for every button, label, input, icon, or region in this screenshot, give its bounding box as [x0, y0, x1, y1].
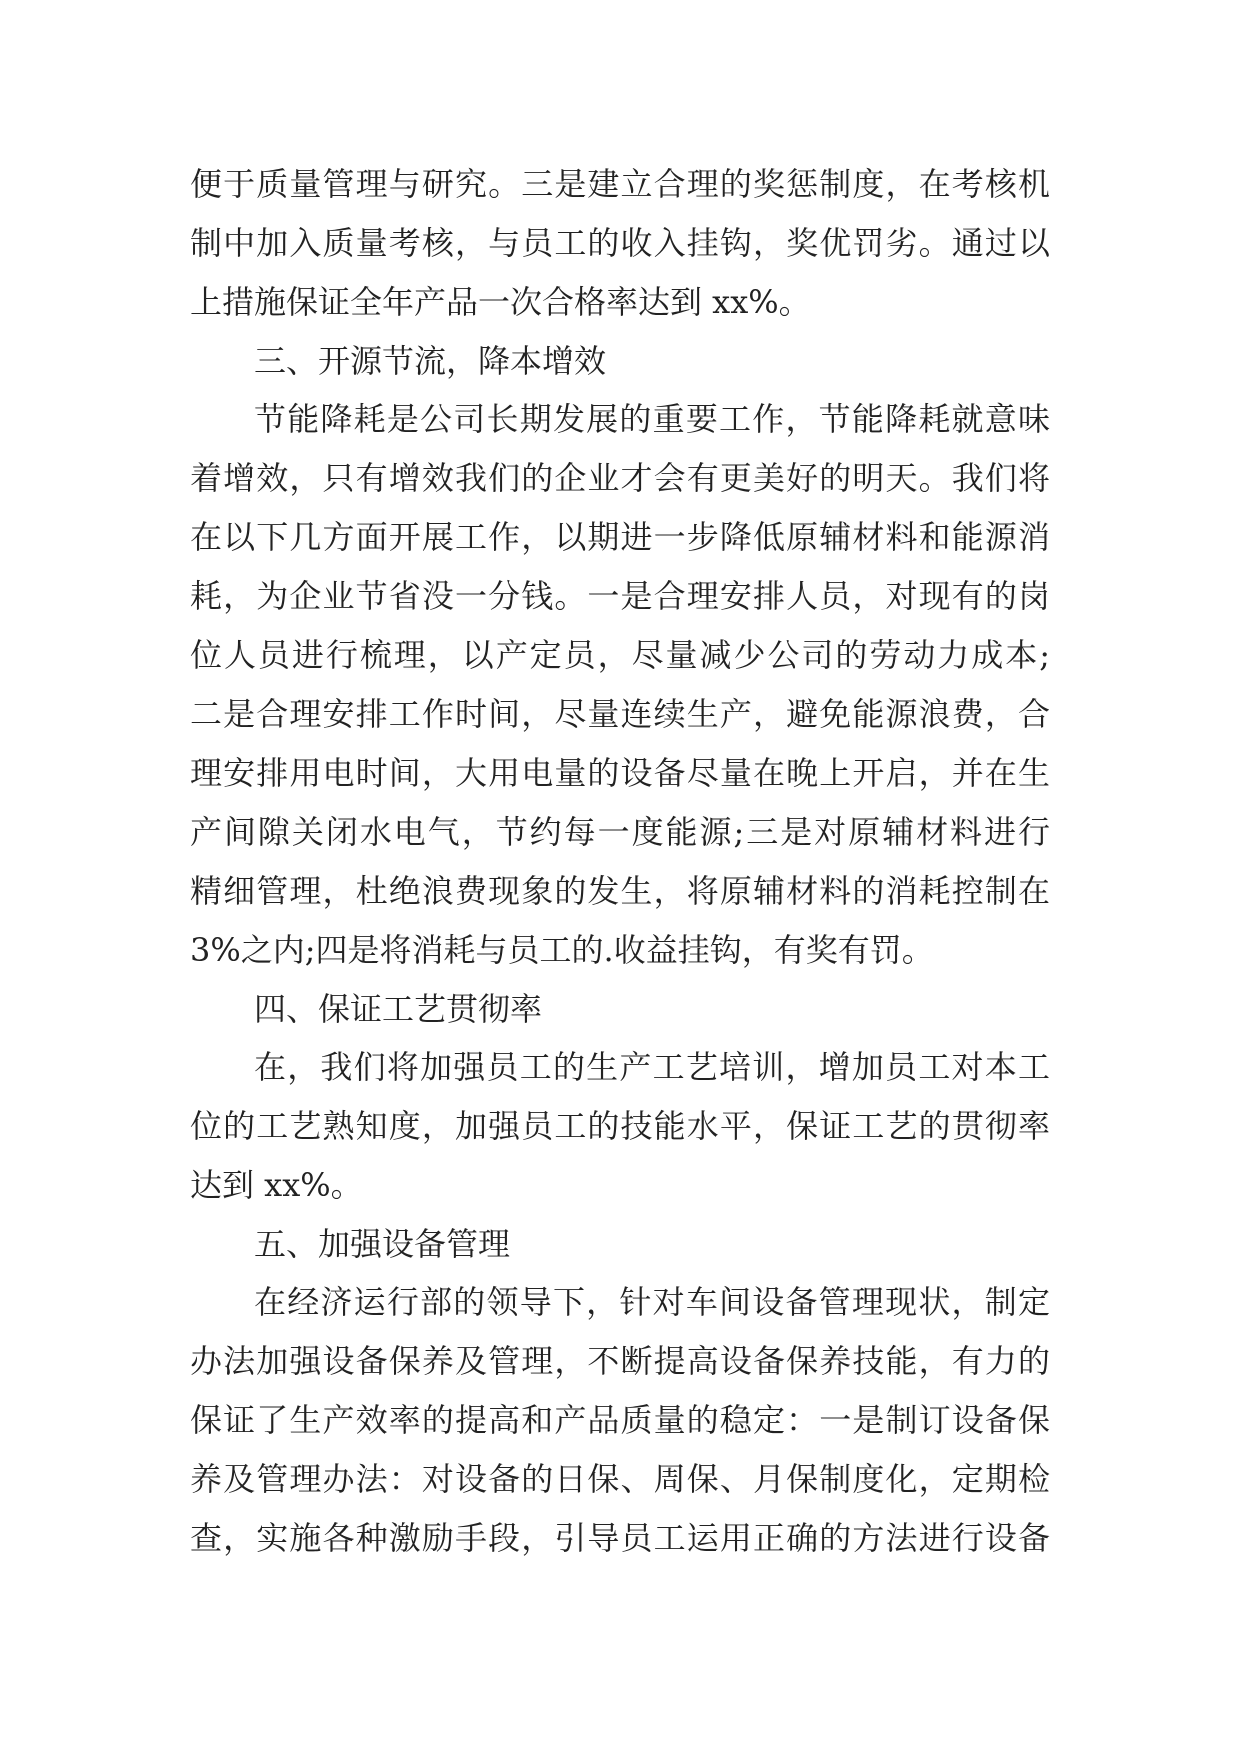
text-line: 3%之内;四是将消耗与员工的.收益挂钩，有奖有罚。 — [190, 931, 934, 969]
text-line: 位人员进行梳理，以产定员，尽量减少公司的劳动力成本; — [190, 636, 1050, 674]
text-line: 查，实施各种激励手段，引导员工运用正确的方法进行设备 — [190, 1519, 1050, 1557]
text-line: 精细管理，杜绝浪费现象的发生，将原辅材料的消耗控制在 — [190, 872, 1050, 910]
section-heading: 五、加强设备管理 — [254, 1225, 511, 1263]
paragraph-first-line: 在经济运行部的领导下，针对车间设备管理现状，制定 — [254, 1283, 1050, 1321]
section-heading: 四、保证工艺贯彻率 — [254, 990, 543, 1028]
paragraph-first-line: 节能降耗是公司长期发展的重要工作，节能降耗就意味 — [254, 400, 1050, 438]
text-line: 耗，为企业节省没一分钱。一是合理安排人员，对现有的岗 — [190, 577, 1050, 615]
text-line: 上措施保证全年产品一次合格率达到 xx%。 — [190, 283, 811, 321]
text-line: 着增效，只有增效我们的企业才会有更美好的明天。我们将 — [190, 459, 1050, 497]
text-line: 养及管理办法：对设备的日保、周保、月保制度化，定期检 — [190, 1460, 1050, 1498]
text-line: 在以下几方面开展工作，以期进一步降低原辅材料和能源消 — [190, 518, 1050, 556]
paragraph-first-line: 在，我们将加强员工的生产工艺培训，增加员工对本工 — [254, 1048, 1050, 1086]
text-line: 便于质量管理与研究。三是建立合理的奖惩制度，在考核机 — [190, 165, 1050, 203]
text-line: 达到 xx%。 — [190, 1166, 363, 1204]
text-line: 保证了生产效率的提高和产品质量的稳定：一是制订设备保 — [190, 1401, 1050, 1439]
text-line: 制中加入质量考核，与员工的收入挂钩，奖优罚劣。通过以 — [190, 224, 1050, 262]
text-line: 产间隙关闭水电气，节约每一度能源;三是对原辅材料进行 — [190, 813, 1050, 851]
text-line: 二是合理安排工作时间，尽量连续生产，避免能源浪费，合 — [190, 695, 1050, 733]
text-line: 办法加强设备保养及管理，不断提高设备保养技能，有力的 — [190, 1342, 1050, 1380]
text-line: 位的工艺熟知度，加强员工的技能水平，保证工艺的贯彻率 — [190, 1107, 1050, 1145]
text-line: 理安排用电时间，大用电量的设备尽量在晚上开启，并在生 — [190, 754, 1050, 792]
document-body — [190, 155, 1050, 1568]
section-heading: 三、开源节流，降本增效 — [254, 342, 607, 380]
